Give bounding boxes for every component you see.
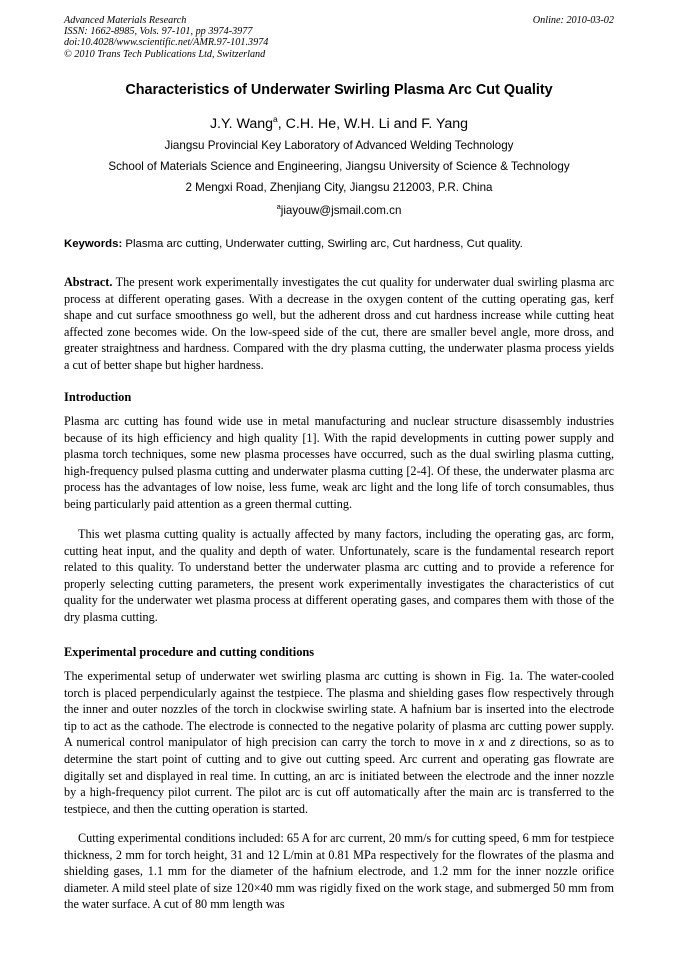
experimental-paragraph-1 xyxy=(64,668,614,817)
affiliation-line-1: Jiangsu Provincial Key Laboratory of Advanced Welding Technology xyxy=(164,139,514,152)
abstract-label: Abstract. xyxy=(64,275,113,289)
keywords-label: Keywords: xyxy=(64,238,123,250)
affiliation-line-3: 2 Mengxi Road, Zhenjiang City, Jiangsu 212003, P.R. China xyxy=(185,181,493,194)
copyright-line: © 2010 Trans Tech Publications Ltd, Switzerland xyxy=(64,48,266,60)
keywords xyxy=(64,238,616,250)
experimental-paragraph-2: Cutting experimental conditions included: 65 A for arc current, 20 mm/s for cutting speed, 6 mm for testpiece thickness, 2 mm for torch height, 31 and 12 L/min at 0.81 MPa respectively for the flowrates of the plasma and shielding gases, 1.1 mm for the diameter of the hafnium electrode, and 1.2 mm for the inner nozzle orifice diameter. A mild steel plate of size 120×40 mm was rigidly fixed on the work stage, and submerged 50 mm from the water surface. A cut of 80 mm length was xyxy=(64,831,614,912)
z-direction-symbol: z xyxy=(510,735,516,750)
author-first: J.Y. Wang xyxy=(209,116,274,132)
experimental-text-part: The experimental setup of underwater wet swirling plasma arc cutting is shown in Fig. 1a. The water-cooled torch is placed perpendicularly against the testpiece. The plasma and shielding gases flow respectively through the inner and outer nozzles of the torch in clockwise swirling state. A hafnium bar is inserted into the electrode tip to act as the cathode. The electrode is connected to the negative polarity of plasma arc cutting power supply. A numerical control manipulator of high precision can carry the torch to move in xyxy=(64,669,614,750)
introduction-paragraph-1: Plasma arc cutting has found wide use in metal manufacturing and nuclear structure disassembly industries because of its high efficiency and high quality [1]. With the rapid developments in cutting power supply and plasma torch techniques, some new plasma processes have occurred, such as the dual swirling plasma cutting, high-frequency pulsed plasma cutting and underwater plasma cutting [2-4]. Of these, the underwater plasma arc process has the advantages of low noise, less fume, weak arc light and the long life of torch consumables, thus being particularly paid attention as a green thermal cutting. xyxy=(64,414,614,511)
experimental-text-part: and xyxy=(484,735,511,750)
author-list xyxy=(0,114,678,132)
journal-header xyxy=(64,15,268,60)
paper-title: Characteristics of Underwater Swirling Plasma Arc Cut Quality xyxy=(125,82,553,98)
journal-name: Advanced Materials Research xyxy=(64,15,187,26)
author-email[interactable]: jiayouw@jsmail.com.cn xyxy=(280,204,402,217)
experimental-text-part: directions, so as to determine the start point of cutting and to give out cutting speed. Arc current and operating gas flowrate are digitally set and displayed in real time. In cutting, an arc is initiated between the electrode and the inner nozzle by a high-frequency pilot current. The pilot arc is cut off automatically after the main arc is transferred to the testpiece, and then the cutting operation is started. xyxy=(64,735,615,816)
issn-line: ISSN: 1662-8985, Vols. 97-101, pp 3974-3977 xyxy=(64,26,253,38)
doi-line[interactable]: doi:10.4028/www.scientific.net/AMR.97-101.3974 xyxy=(64,37,269,49)
online-date: Online: 2010-03-02 xyxy=(532,15,614,26)
introduction-paragraph-2: This wet plasma cutting quality is actually affected by many factors, including the operating gas, arc form, cutting heat input, and the quality and depth of water. Unfortunately, scare is the fundamental research report related to this quality. To understand better the underwater plasma arc cutting and to provide a reference for properly selecting cutting parameters, the present work experimentally investigates the characteristics of cut quality for the underwater wet plasma process at different operating gases, and compares them with those of the dry plasma cutting. xyxy=(64,527,614,624)
abstract-text: The present work experimentally investigates the cut quality for underwater dual swirling plasma arc process at different operating gases. With a decrease in the oxygen content of the cutting operating gas, kerf shape and cut surface smoothness go well, but the adherent dross and cut hardness increase while cutting heat affected zone becomes wide. On the low-speed side of the cut, there are smaller bevel angle, more dross, and greater straightness and hardness. Compared with the dry plasma cutting, the underwater plasma process yields a cut of better shape but higher hardness. xyxy=(64,275,614,372)
section-heading-experimental: Experimental procedure and cutting conditions xyxy=(64,645,315,659)
affiliation-line-2: School of Materials Science and Engineering, Jiangsu University of Science & Technology xyxy=(108,160,570,173)
keywords-text: Plasma arc cutting, Underwater cutting, Swirling arc, Cut hardness, Cut quality. xyxy=(122,238,523,250)
author-rest: , C.H. He, W.H. Li and F. Yang xyxy=(277,116,469,132)
email-line xyxy=(0,202,678,217)
author-superscript: a xyxy=(273,114,278,124)
email-superscript: a xyxy=(276,202,281,211)
abstract xyxy=(64,274,614,374)
section-heading-introduction: Introduction xyxy=(64,390,132,404)
x-direction-symbol: x xyxy=(478,735,485,750)
